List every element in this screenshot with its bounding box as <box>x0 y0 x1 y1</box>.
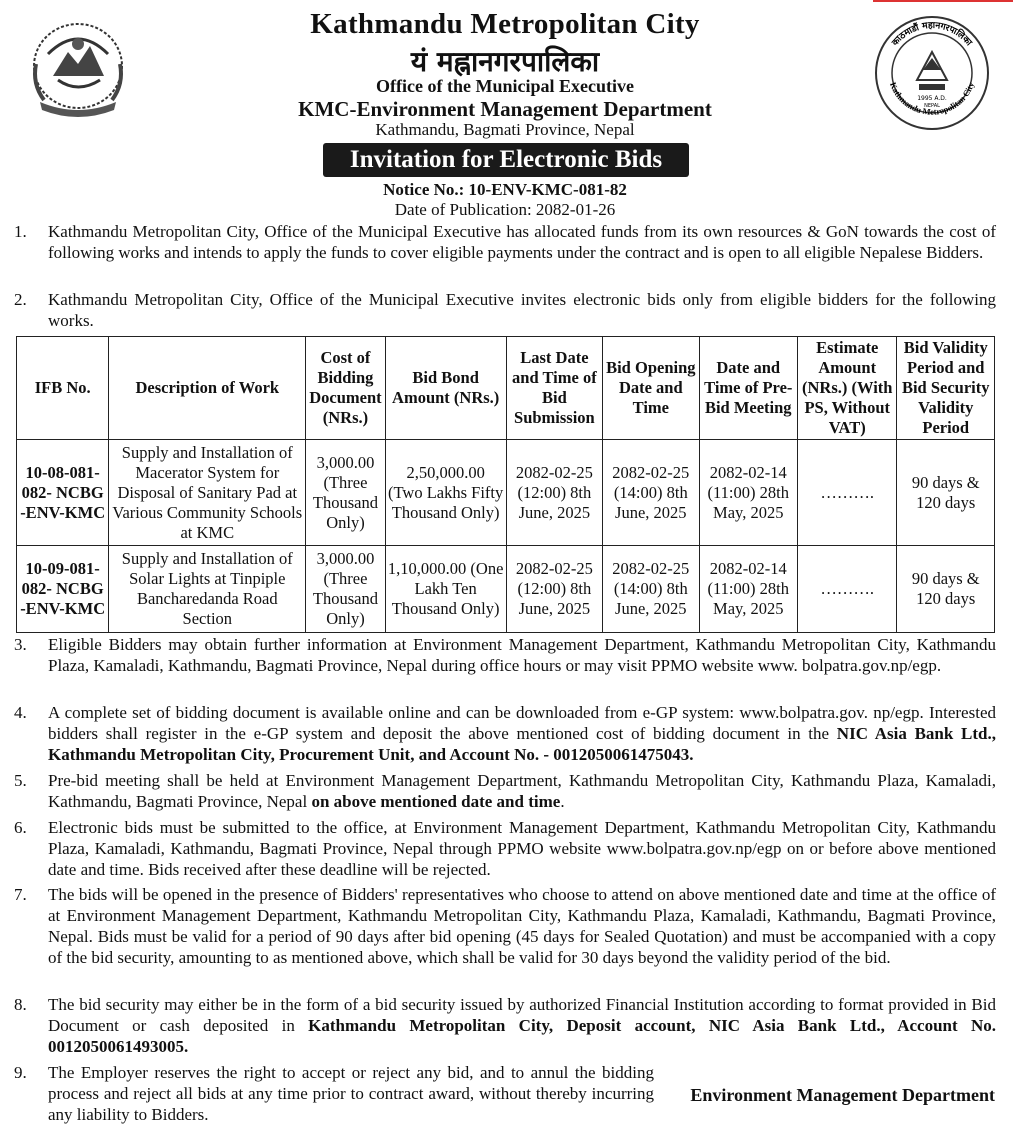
top-red-line <box>873 0 1013 2</box>
paragraph-text: Kathmandu Metropolitan City, Office of the Municipal Executive invites electronic bids only from eligible bidders for the following works. <box>48 290 996 330</box>
document-cost-cell: 3,000.00 (Three Thousand Only) <box>306 546 385 633</box>
header-nepali-title: यं मह्नानगरपालिका <box>410 45 600 78</box>
header-office: Office of the Municipal Executive <box>376 76 634 96</box>
seal-country: NEPAL <box>924 103 940 109</box>
paragraph-number: 4. <box>14 703 27 722</box>
column-header: Bid Validity Period and Bid Security Validity Period <box>897 337 995 440</box>
bid-bond-cell: 2,50,000.00 (Two Lakhs Fifty Thousand Only) <box>385 440 506 546</box>
table-header-row <box>17 337 995 440</box>
description-cell: Supply and Installation of Macerator System for Disposal of Sanitary Pad at Various Community Schools at KMC <box>109 440 306 546</box>
ifb-number-cell: 10-08-081-082- NCBG -ENV-KMC <box>17 440 109 546</box>
paragraph-8 <box>14 994 996 1057</box>
submission-date-cell: 2082-02-25 (12:00) 8th June, 2025 <box>506 440 602 546</box>
seal-year: 1995 A.D. <box>917 95 947 102</box>
column-header: IFB No. <box>17 337 109 440</box>
validity-cell: 90 days & 120 days <box>897 440 995 546</box>
paragraph-text: The bid security may either be in the form of a bid security issued by authorized Financial Institution according to format provided in Bid Document or cash deposited in Kathmandu Metropolitan City, Deposit account, NIC Asia Bank Ltd., Account No. 0012050061493005. <box>48 995 996 1056</box>
publication-date: Date of Publication: 2082-01-26 <box>394 200 616 219</box>
paragraph-number: 1. <box>14 222 27 241</box>
validity-cell: 90 days & 120 days <box>897 546 995 633</box>
column-header: Bid Opening Date and Time <box>603 337 699 440</box>
header-address: Kathmandu, Bagmati Province, Nepal <box>375 120 635 139</box>
paragraph-number: 8. <box>14 995 27 1014</box>
opening-date-cell: 2082-02-25 (14:00) 8th June, 2025 <box>603 546 699 633</box>
submission-date-cell: 2082-02-25 (12:00) 8th June, 2025 <box>506 546 602 633</box>
paragraph-text: The Employer reserves the right to accept or reject any bid, and to annul the bidding process and reject all bids at any time prior to contract award, without thereby incurring any liability to Bidders. <box>48 1063 654 1124</box>
paragraph-text: A complete set of bidding document is available online and can be downloaded from e-GP system: www.bolpatra.gov. np/egp. Interested bidders shall register in the e-GP system and deposit the above mentioned cost of bidding document in the NIC Asia Bank Ltd., Kathmandu Metropolitan City, Procurement Unit, and Account No. - 0012050061475043. <box>48 703 996 764</box>
paragraph-text: The bids will be opened in the presence of Bidders' representatives who choose to attend on above mentioned date and time at the office of at Environment Management Department, Kathmandu Metropolitan City, Kathmandu Plaza, Kamaladi, Kathmandu, Bagmati Province, Nepal. Bids must be valid for a period of 90 days after bid opening (45 days for Sealed Quotation) and must be accompanied with a copy of the bid security, amounting to as mentioned above, which shall be valid for 30 days beyond the validity period of the bid. <box>48 885 996 967</box>
paragraph-text: Kathmandu Metropolitan City, Office of the Municipal Executive has allocated funds from its own resources & GoN towards the cost of following works and intends to apply the funds to cover eligible payments under the contract and is open to all eligible Nepalese Bidders. <box>48 222 996 262</box>
estimate-cell: ………. <box>797 440 897 546</box>
seal-text-bottom: Kathmandu Metropolitan City <box>887 80 977 117</box>
prebid-date-cell: 2082-02-14 (11:00) 28th May, 2025 <box>699 546 797 633</box>
paragraph-3 <box>14 634 996 676</box>
deposit-account-detail: Kathmandu Metropolitan City, Deposit account, NIC Asia Bank Ltd., Account No. 0012050061493005. <box>48 1016 996 1056</box>
column-header: Estimate Amount (NRs.) (With PS, Without VAT) <box>797 337 897 440</box>
invitation-banner: Invitation for Electronic Bids <box>323 143 689 177</box>
column-header: Last Date and Time of Bid Submission <box>506 337 602 440</box>
paragraph-4 <box>14 702 996 765</box>
header-department: KMC-Environment Management Department <box>298 97 712 121</box>
paragraph-number: 7. <box>14 885 27 904</box>
bank-account-detail: NIC Asia Bank Ltd., Kathmandu Metropolitan City, Procurement Unit, and Account No. - 0012050061475043. <box>48 724 996 764</box>
document-cost-cell: 3,000.00 (Three Thousand Only) <box>306 440 385 546</box>
table-row <box>17 440 995 546</box>
nepal-emblem-icon <box>18 14 138 124</box>
ifb-number-cell: 10-09-081-082- NCBG -ENV-KMC <box>17 546 109 633</box>
notice-number: Notice No.: 10-ENV-KMC-081-82 <box>383 180 627 199</box>
paragraph-5 <box>14 770 996 812</box>
table-row <box>17 546 995 633</box>
paragraph-number: 3. <box>14 635 27 654</box>
paragraph-text: Eligible Bidders may obtain further information at Environment Management Department, Kathmandu Metropolitan City, Kathmandu Plaza, Kamaladi, Kathmandu, Bagmati Province, Nepal during office hours or may visit PPMO website www. bolpatra.gov.np/egp. <box>48 635 996 675</box>
paragraph-6 <box>14 817 996 880</box>
bids-table <box>16 336 995 633</box>
column-header: Date and Time of Pre-Bid Meeting <box>699 337 797 440</box>
emphasis-text: on above mentioned date and time <box>311 792 561 811</box>
kmc-seal-icon <box>873 14 991 132</box>
header-title: Kathmandu Metropolitan City <box>310 8 700 40</box>
paragraph-text: Electronic bids must be submitted to the office, at Environment Management Department, Kathmandu Metropolitan City, Kathmandu Plaza, Kamaladi, Kathmandu, Bagmati Province, Nepal through PPMO website www.bolpatra.gov.np/egp on or before above mentioned date and time. Bids received after these deadline will be rejected. <box>48 818 996 879</box>
prebid-date-cell: 2082-02-14 (11:00) 28th May, 2025 <box>699 440 797 546</box>
seal-text-top: काठमाडौं महानगरपालिका <box>890 20 974 49</box>
paragraph-number: 5. <box>14 771 27 790</box>
paragraph-2 <box>14 289 996 331</box>
column-header: Bid Bond Amount (NRs.) <box>385 337 506 440</box>
paragraph-7 <box>14 884 996 968</box>
description-cell: Supply and Installation of Solar Lights at Tinpiple Bancharedanda Road Section <box>109 546 306 633</box>
column-header: Description of Work <box>109 337 306 440</box>
paragraph-1 <box>14 221 996 263</box>
paragraph-text: Pre-bid meeting shall be held at Environment Management Department, Kathmandu Metropolitan City, Kathmandu Plaza, Kamaladi, Kathmandu, Bagmati Province, Nepal on above mentioned date and time. <box>48 771 996 811</box>
paragraph-9 <box>14 1062 654 1125</box>
signature-department: Environment Management Department <box>690 1085 995 1105</box>
paragraph-number: 6. <box>14 818 27 837</box>
column-header: Cost of Bidding Document (NRs.) <box>306 337 385 440</box>
bid-bond-cell: 1,10,000.00 (One Lakh Ten Thousand Only) <box>385 546 506 633</box>
paragraph-number: 2. <box>14 290 27 309</box>
estimate-cell: ………. <box>797 546 897 633</box>
paragraph-number: 9. <box>14 1063 27 1082</box>
opening-date-cell: 2082-02-25 (14:00) 8th June, 2025 <box>603 440 699 546</box>
